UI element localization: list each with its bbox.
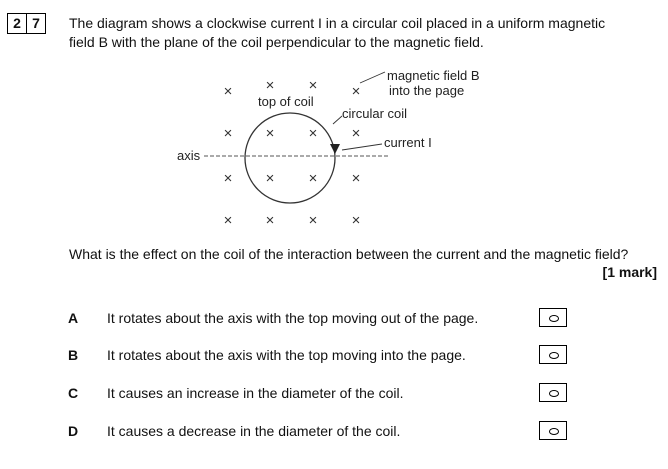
- field-cross: ×: [265, 77, 275, 94]
- option-c: [0, 383, 668, 407]
- option-text: It causes an increase in the diameter of the coil.: [107, 385, 404, 401]
- question-number: [7, 13, 46, 34]
- field-label-line-1: magnetic field B: [387, 68, 480, 83]
- option-letter: C: [68, 385, 79, 401]
- option-c-answer-box[interactable]: [539, 383, 567, 402]
- field-cross: ×: [308, 125, 318, 142]
- coil-pointer-line: [333, 116, 342, 124]
- option-letter: B: [68, 347, 79, 363]
- option-d: [0, 421, 668, 445]
- option-letter: D: [68, 423, 79, 439]
- answer-oval-icon: [549, 315, 559, 322]
- field-cross: ×: [265, 212, 275, 229]
- option-text: It rotates about the axis with the top moving into the page.: [107, 347, 466, 363]
- option-text: It causes a decrease in the diameter of the coil.: [107, 423, 401, 439]
- answer-oval-icon: [549, 428, 559, 435]
- field-cross: ×: [223, 83, 233, 100]
- field-cross: ×: [351, 83, 361, 100]
- top-of-coil-label: top of coil: [258, 94, 314, 109]
- option-b-answer-box[interactable]: [539, 345, 567, 364]
- field-cross: ×: [223, 212, 233, 229]
- field-cross: ×: [223, 170, 233, 187]
- option-d-answer-box[interactable]: [539, 421, 567, 440]
- axis-label: axis: [177, 148, 201, 163]
- option-a-answer-box[interactable]: [539, 308, 567, 327]
- answer-oval-icon: [549, 352, 559, 359]
- field-cross: ×: [351, 170, 361, 187]
- option-letter: A: [68, 310, 79, 326]
- field-cross: ×: [308, 170, 318, 187]
- question-stem: [69, 14, 659, 52]
- field-cross: ×: [351, 125, 361, 142]
- circular-coil: [245, 113, 335, 203]
- current-arrow-icon: [330, 144, 340, 154]
- field-pointer-line: [360, 72, 385, 83]
- field-cross: ×: [308, 77, 318, 94]
- current-pointer-line: [342, 144, 382, 150]
- question-number-digit-2: 7: [27, 13, 46, 34]
- current-label: current I: [384, 135, 432, 150]
- coil-diagram: [160, 58, 520, 243]
- mark-allocation: [1 mark]: [602, 264, 657, 280]
- field-cross: ×: [351, 212, 361, 229]
- field-label-line-2: into the page: [389, 83, 465, 98]
- question-prompt: What is the effect on the coil of the interaction between the current and the magnetic field?: [69, 246, 629, 262]
- field-cross: ×: [265, 170, 275, 187]
- field-cross: ×: [223, 125, 233, 142]
- answer-oval-icon: [549, 390, 559, 397]
- option-text: It rotates about the axis with the top moving out of the page.: [107, 310, 479, 326]
- stem-line-1: The diagram shows a clockwise current I in a circular coil placed in a uniform magnetic: [69, 15, 606, 31]
- question-number-digit-1: 2: [7, 13, 27, 34]
- option-b: [0, 345, 668, 369]
- stem-line-2: field B with the plane of the coil perpendicular to the magnetic field.: [69, 34, 484, 50]
- field-cross: ×: [308, 212, 318, 229]
- field-cross: ×: [265, 125, 275, 142]
- option-a: [0, 308, 668, 332]
- circular-coil-label: circular coil: [342, 106, 408, 121]
